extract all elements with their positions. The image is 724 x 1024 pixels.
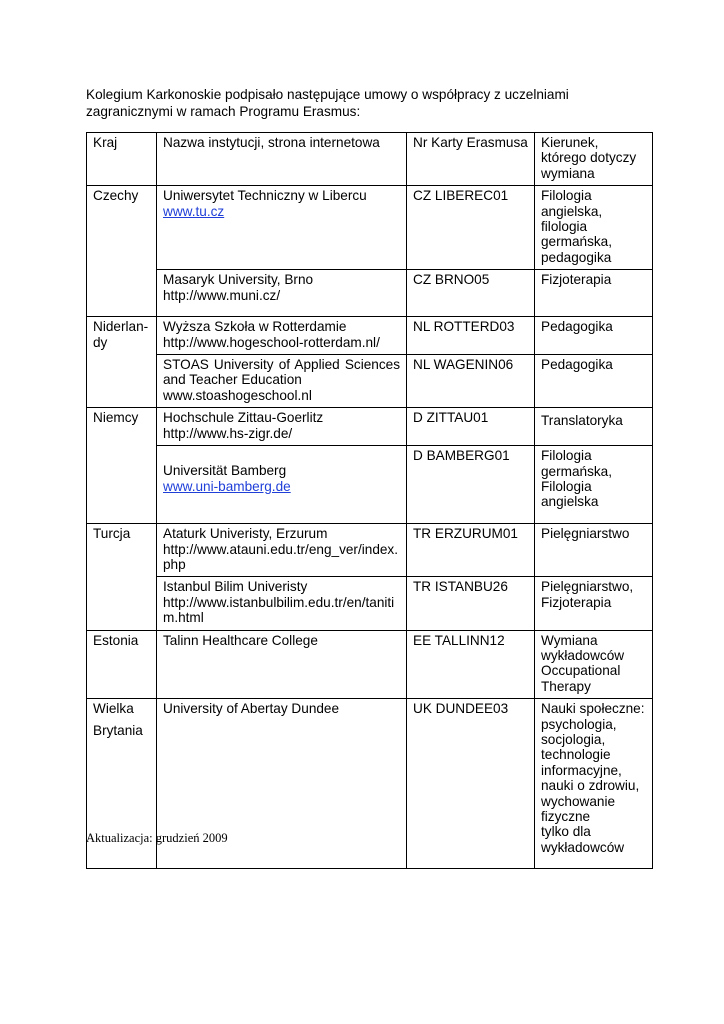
field-text: Nauki społeczne: psychologia, socjologia, technologie informacyjne, nauki o zdrowiu, wychowanie fizyczne — [541, 701, 645, 824]
header-erasmus-code: Nr Karty Erasmusa — [407, 133, 535, 186]
erasmus-code-cell: NL ROTTERD03 — [407, 317, 535, 355]
erasmus-code-cell: UK DUNDEE03 — [407, 699, 535, 869]
erasmus-code-cell: EE TALLINN12 — [407, 630, 535, 699]
erasmus-code-cell: TR ISTANBU26 — [407, 577, 535, 630]
institution-name: University of Abertay Dundee — [163, 701, 340, 717]
header-country: Kraj — [87, 133, 157, 186]
erasmus-code-cell: TR ERZURUM01 — [407, 524, 535, 577]
table-row — [87, 630, 653, 699]
country-name-line-2: Brytania — [93, 722, 143, 738]
erasmus-code-cell: D ZITTAU01 — [407, 408, 535, 446]
header-institution: Nazwa instytucji, strona internetowa — [157, 133, 407, 186]
institution-name: Talinn Healthcare College — [163, 632, 318, 648]
field-cell: Fizjoterapia — [535, 270, 653, 317]
institution-url: http://www.atauni.edu.tr/eng_ver/index.php — [163, 541, 399, 572]
institution-name: Wyższa Szkoła w Rotterdamie — [163, 319, 347, 335]
institution-cell — [157, 577, 407, 630]
table-row — [87, 317, 653, 355]
institution-cell — [157, 317, 407, 355]
field-note: tylko dla wykładowców — [541, 824, 625, 855]
intro-text — [86, 86, 666, 120]
erasmus-code-cell: CZ LIBEREC01 — [407, 186, 535, 270]
institution-name: Istanbul Bilim Univeristy — [163, 579, 308, 595]
institution-cell — [157, 630, 407, 699]
institution-link[interactable]: www.tu.cz — [163, 203, 225, 219]
intro-line-1: Kolegium Karkonoskie podpisało następujące umowy o współpracy z uczelniami — [86, 87, 569, 102]
table-row — [87, 577, 653, 630]
institution-cell — [157, 408, 407, 446]
institution-link[interactable]: www.uni-bamberg.de — [163, 478, 291, 494]
intro-line-2: zagranicznymi w ramach Programu Erasmus: — [86, 104, 361, 119]
update-date-note: Aktualizacja: grudzień 2009 — [86, 831, 228, 845]
erasmus-code-cell: CZ BRNO05 — [407, 270, 535, 317]
field-cell — [535, 699, 653, 869]
institution-cell — [157, 524, 407, 577]
institution-name: Masaryk University, Brno — [163, 272, 314, 288]
country-cell: Turcja — [87, 524, 157, 630]
erasmus-code-cell: NL WAGENIN06 — [407, 355, 535, 408]
institution-name: Hochschule Zittau-Goerlitz — [163, 410, 324, 426]
field-cell: Filologia germańska, Filologia angielska — [535, 446, 653, 524]
institution-name: Universität Bamberg — [163, 463, 287, 479]
institution-url: www.stoashogeschool.nl — [163, 387, 312, 403]
institution-url: http://www.hs-zigr.de/ — [163, 425, 293, 441]
table-row — [87, 186, 653, 270]
institution-cell — [157, 270, 407, 317]
erasmus-code-cell: D BAMBERG01 — [407, 446, 535, 524]
country-name-line-1: Wielka — [93, 701, 134, 717]
field-cell: Pielęgniarstwo, Fizjoterapia — [535, 577, 653, 630]
institution-name: Uniwersytet Techniczny w Libercu — [163, 188, 367, 204]
institution-cell — [157, 446, 407, 524]
table-row — [87, 446, 653, 524]
table-row — [87, 270, 653, 317]
institution-cell — [157, 186, 407, 270]
field-cell: Pedagogika — [535, 317, 653, 355]
institution-url: http://www.muni.cz/ — [163, 287, 281, 303]
institution-cell — [157, 355, 407, 408]
country-cell: Estonia — [87, 630, 157, 699]
field-text: Translatoryka — [541, 413, 623, 429]
table-row — [87, 408, 653, 446]
table-row — [87, 355, 653, 408]
field-cell: Wymiana wykładowców Occupational Therapy — [535, 630, 653, 699]
country-cell: Niderlan-dy — [87, 317, 157, 408]
field-cell: Pielęgniarstwo — [535, 524, 653, 577]
country-cell: Niemcy — [87, 408, 157, 524]
institution-url: http://www.hogeschool-rotterdam.nl/ — [163, 334, 380, 350]
field-cell: Pedagogika — [535, 355, 653, 408]
institution-name: STOAS University of Applied Sciences and Teacher Education — [163, 357, 400, 388]
erasmus-agreements-table — [86, 132, 653, 869]
institution-url: http://www.istanbulbilim.edu.tr/en/tanitim.html — [163, 594, 395, 626]
field-cell: Filologia angielska, filologia germańska, pedagogika — [535, 186, 653, 270]
country-cell: Czechy — [87, 186, 157, 317]
field-cell — [535, 408, 653, 446]
header-field: Kierunek, którego dotyczy wymiana — [535, 133, 653, 186]
table-header-row — [87, 133, 653, 186]
table-row — [87, 524, 653, 577]
institution-name: Ataturk Univeristy, Erzurum — [163, 526, 328, 542]
